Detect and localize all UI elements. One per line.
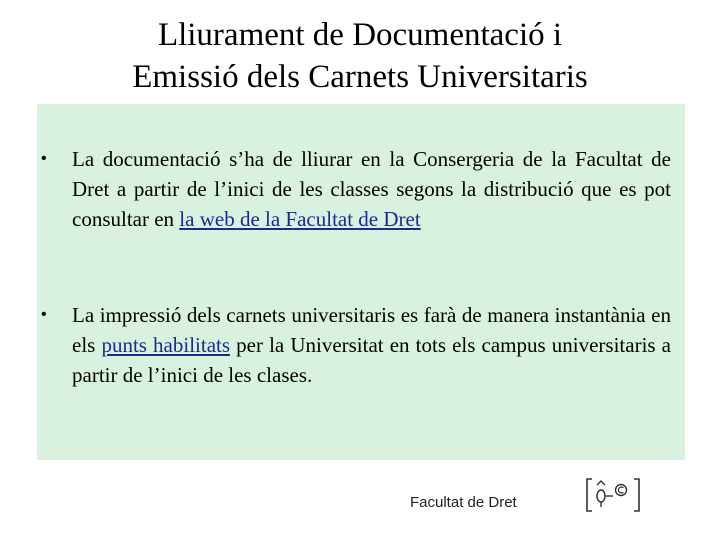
bullet-icon: •: [41, 150, 47, 167]
bullet-icon: •: [41, 306, 47, 323]
bullet-text: [72, 144, 671, 234]
title-line-1: Lliurament de Documentació i: [157, 17, 563, 53]
bullet-text: [72, 300, 671, 390]
bullet-item-documentation: [37, 144, 685, 234]
enabled-points-link[interactable]: punts habilitats: [101, 333, 231, 357]
bullet-text-after: per la Universitat en tots els campus universitaris a partir de l’inici de les clases.: [72, 333, 672, 387]
faculty-logo-icon: [583, 476, 643, 516]
page-title: [40, 14, 680, 98]
bullet-text-before: La impressió dels carnets universitaris es farà de manera instantània en els: [72, 303, 671, 357]
faculty-web-link[interactable]: la web de la Facultat de Dret: [179, 207, 421, 231]
content-box: [37, 104, 685, 460]
title-line-2: Emissió dels Carnets Universitaris: [132, 59, 588, 95]
footer-label: Facultat de Dret: [410, 494, 517, 511]
bullet-text-before: La documentació s’ha de lliurar en la Consergeria de la Facultat de Dret a partir de l’inici de les classes segons la distribució que es pot consultar en: [72, 147, 671, 231]
bullet-item-card-printing: [37, 300, 685, 390]
